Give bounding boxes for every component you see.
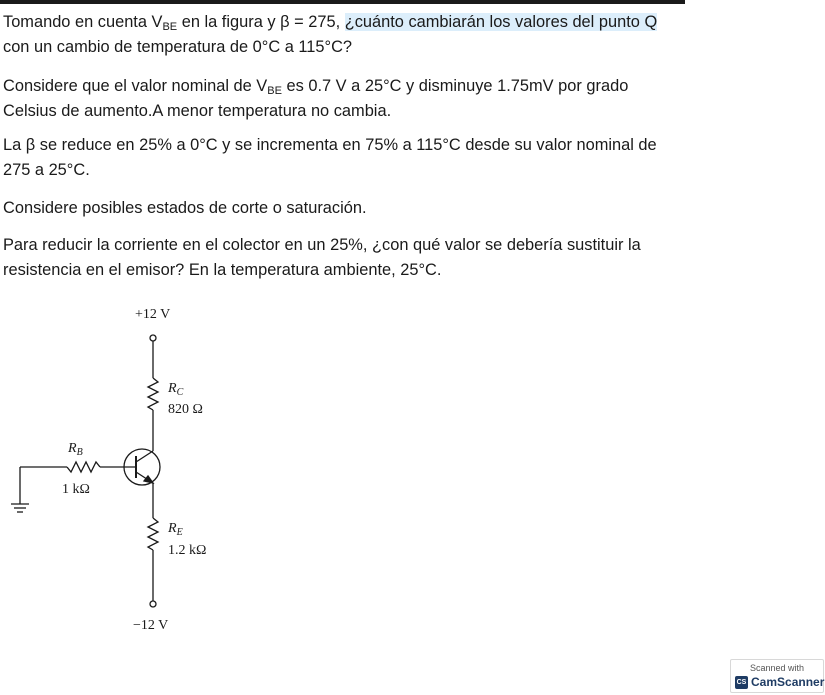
bjt-circuit-diagram bbox=[0, 300, 240, 640]
rb-resistor bbox=[67, 462, 100, 472]
rc-label: $R_C$ bbox=[168, 381, 184, 398]
paragraph-vbe: Considere que el valor nominal de $V_{BE}$ es 0.7 V a 25°C y disminuye 1.75mV por grado Celsius de aumento.A menor temperatura no cambia. bbox=[3, 77, 629, 120]
paragraph-question: Tomando en cuenta $V_{BE}$ en la figura y β = 275, ¿cuánto cambiarán los valores del punto Q con un cambio de temperatura de 0°C a 115°C? bbox=[3, 13, 658, 56]
emitter-arrow bbox=[144, 476, 153, 483]
watermark-top-text: Scanned with bbox=[749, 663, 805, 673]
rb-label: $R_B$ bbox=[68, 441, 83, 458]
re-resistor bbox=[148, 518, 158, 550]
watermark-brand: CamScanner bbox=[751, 675, 825, 689]
transistor-collector bbox=[136, 451, 153, 462]
paragraph-beta: La β se reduce en 25% a 0°C y se incrementa en 75% a 115°C desde su valor nominal de 275 a 25°C. bbox=[3, 136, 657, 179]
rc-resistor bbox=[148, 378, 158, 410]
re-value: 1.2 kΩ bbox=[168, 543, 207, 558]
top-border bbox=[0, 0, 685, 4]
vcc-label: +12 V bbox=[135, 307, 171, 322]
camscanner-watermark bbox=[730, 659, 824, 693]
rb-value: 1 kΩ bbox=[62, 482, 90, 497]
vcc-terminal bbox=[150, 335, 156, 341]
paragraph-cutoff: Considere posibles estados de corte o saturación. bbox=[3, 199, 367, 217]
vee-terminal bbox=[150, 601, 156, 607]
highlighted-question: ¿cuánto cambiarán los valores del punto Q bbox=[344, 13, 658, 31]
vee-label: −12 V bbox=[133, 618, 169, 633]
camscanner-logo-icon: CS bbox=[735, 676, 748, 689]
re-label: $R_E$ bbox=[168, 521, 183, 538]
paragraph-emitter-question: Para reducir la corriente en el colector en un 25%, ¿con qué valor se debería sustituir la resistencia en el emisor? En la temperatura ambiente, 25°C. bbox=[3, 236, 641, 279]
rc-value: 820 Ω bbox=[168, 402, 203, 417]
